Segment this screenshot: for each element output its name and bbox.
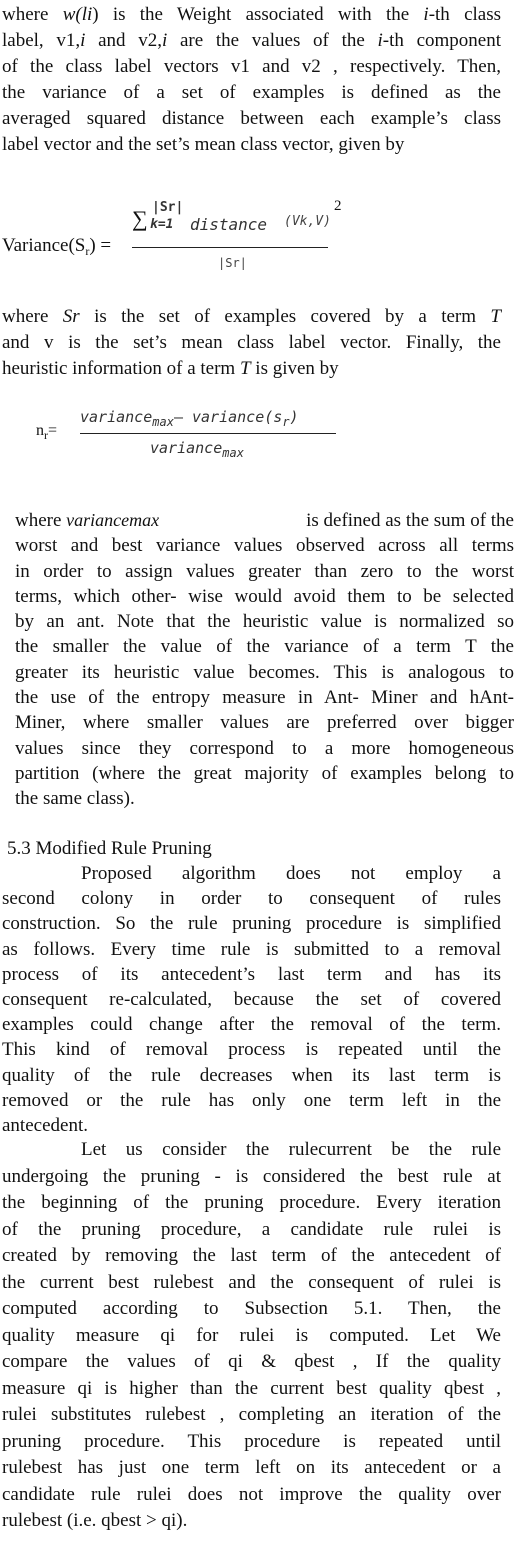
text-line: process of its antecedent’s last term and has its	[2, 963, 501, 985]
text-line: second colony in order to consequent of rules	[2, 888, 501, 910]
text-line: as follows. Every time rule is submitted to a removal	[2, 938, 501, 960]
text-line: the current best rulebest and the consequent of rulei is	[2, 1271, 501, 1293]
text-line: values since they correspond to a more homogeneous	[15, 737, 514, 759]
text-line: measure qi is higher than the current best quality qbest ,	[2, 1377, 501, 1399]
text-line: construction. So the rule pruning procedure is simplified	[2, 913, 501, 935]
text-line: where w(li) is the Weight associated with the i-th class	[2, 4, 502, 25]
paragraph-rule-pruning	[2, 861, 501, 1138]
text-line: rulei substitutes rulebest , completing an iteration of the	[2, 1404, 501, 1425]
text-line: Let us consider the rulecurrent be the rule	[81, 1139, 501, 1160]
text-line: terms, which other- wise would avoid them to be selected	[15, 585, 514, 607]
equation-numerator: variance$_{max}$– $variance(s_r)$	[80, 408, 299, 429]
fraction-bar	[132, 247, 328, 248]
text-line: partition (where the great majority of examples belong to	[15, 762, 514, 784]
text-line: the use of the entropy measure in Ant- Miner and hAnt-	[15, 687, 514, 709]
text-line: rulebest (i.e. qbest > qi).	[2, 1510, 188, 1531]
text-line: consequent re-calculated, because the set of covered	[2, 989, 501, 1011]
text-line: of the pruning procedure, a candidate rule rulei is	[2, 1218, 501, 1240]
text-line: of the class label vectors v1 and v2 , respectively. Then,	[2, 56, 501, 77]
text-line: computed according to Subsection 5.1. Then, the	[2, 1298, 501, 1319]
text-line: averaged squared distance between each example’s class	[2, 108, 501, 129]
text-line: the same class).	[15, 788, 135, 810]
sum-lower-limit: k=1	[150, 217, 174, 232]
equation-denominator: variance$_{max}$	[150, 439, 244, 460]
equation-denominator: |Sr|	[218, 256, 247, 270]
sigma-symbol: ∑	[132, 206, 148, 231]
text-line: where Sr is the set of examples covered by a term T	[2, 306, 501, 327]
distance-args: (Vk,V)	[284, 214, 331, 229]
text-line: the smaller the value of the variance of a term T the	[15, 636, 514, 658]
fraction-bar	[80, 433, 336, 434]
paragraph-weights	[2, 2, 501, 158]
text-line: and v is the set’s mean class label vector. Finally, the	[2, 332, 501, 353]
text-line: heuristic information of a term T is given by	[2, 358, 339, 379]
section-heading: 5.3 Modified Rule Pruning	[7, 838, 212, 859]
text-line: quality measure qi for rulei is computed. Let We	[2, 1324, 501, 1346]
text-line: rulebest has just one term left on its antecedent or a	[2, 1457, 501, 1478]
text-line: the variance of a set of examples is defined as the	[2, 82, 501, 103]
text-line: label, v1,i and v2,i are the values of the i-th component	[2, 30, 502, 51]
text-line: the beginning of the pruning procedure. Every iteration	[2, 1192, 501, 1213]
text-line: by an ant. Note that the heuristic value is normalized so	[15, 611, 514, 633]
sum-upper-limit: |Sr|	[152, 200, 184, 215]
text-line: antecedent.	[2, 1115, 88, 1137]
paragraph-pruning-procedure	[2, 1137, 501, 1535]
equation-lhs: $n_r=$	[36, 422, 58, 442]
text-line: This kind of removal process is repeated until the	[2, 1039, 501, 1061]
text-line: pruning procedure. This procedure is repeated until	[2, 1430, 501, 1452]
text-line: Miner, where smaller values are preferred over bigger	[15, 712, 514, 734]
text-line: compare the values of qi & qbest , If the quality	[2, 1351, 501, 1372]
text-line: quality of the rule decreases when its last term is	[2, 1064, 501, 1086]
paragraph-variance-max	[15, 508, 514, 812]
text-line: examples could change after the removal of the term.	[2, 1014, 501, 1036]
text-line: in order to assign values greater than zero to the worst	[15, 560, 514, 582]
paragraph-sr-definition	[2, 304, 501, 382]
text-line: candidate rule rulei does not improve the quality over	[2, 1483, 501, 1505]
text-line: worst and best variance values observed across all terms	[15, 535, 514, 557]
text-line: where variancemax is defined as the sum of the	[15, 510, 514, 531]
text-line: greater its heuristic value becomes. This is analogous to	[15, 661, 514, 683]
text-line: created by removing the last term of the antecedent of	[2, 1245, 501, 1266]
distance-function: distance	[190, 215, 268, 234]
equation-lhs: $Variance(S_r)$ =	[2, 235, 112, 258]
exponent: 2	[334, 198, 342, 214]
text-line: Proposed algorithm does not employ a	[81, 863, 501, 884]
text-line: removed or the rule has only one term left in the	[2, 1089, 501, 1111]
text-line: undergoing the pruning - is considered the best rule at	[2, 1165, 501, 1187]
text-line: label vector and the set’s mean class vector, given by	[2, 134, 405, 155]
